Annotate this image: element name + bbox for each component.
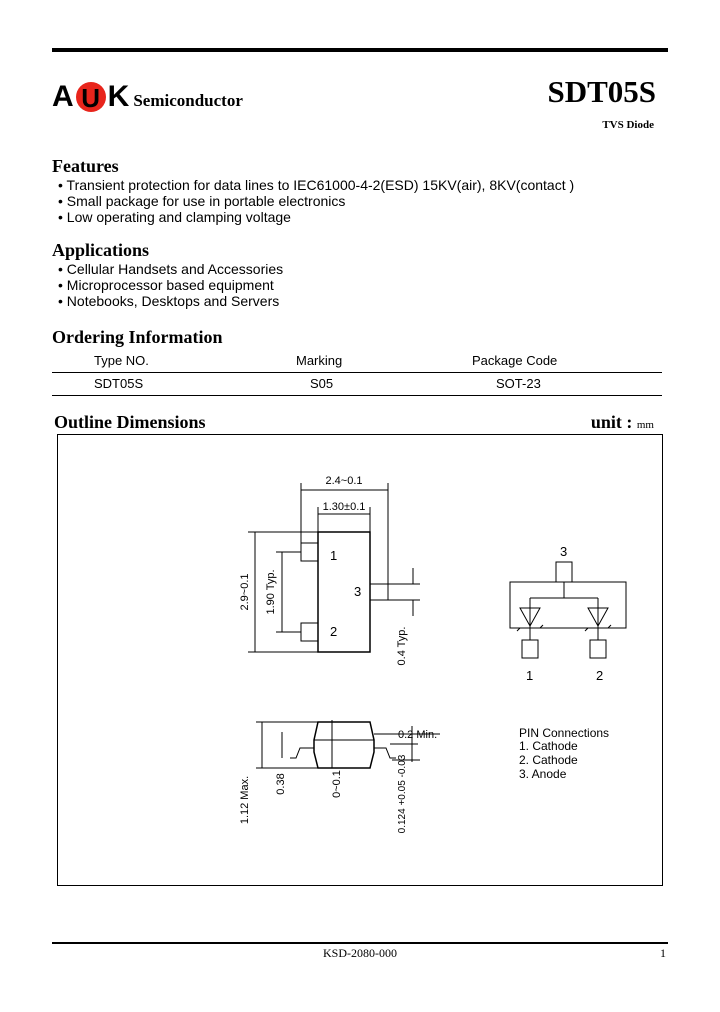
schematic-label-1: 1 [526, 668, 534, 683]
dim-overall-width: 2.4~0.1 [325, 475, 363, 487]
list-item: • Small package for use in portable electronics [58, 193, 574, 209]
dim-standoff: 0.38 [275, 773, 287, 795]
list-item: • Microprocessor based equipment [58, 277, 283, 293]
logo-letter-k: K [107, 80, 130, 113]
package-body-top-view [318, 532, 370, 652]
pin-3-lead [370, 584, 388, 600]
list-item: • Low operating and clamping voltage [58, 209, 574, 225]
pin-connection-item: 1. Cathode [519, 739, 578, 753]
logo-letter-a: A [52, 80, 74, 113]
pin-2-lead [301, 623, 318, 641]
side-lead-right [374, 748, 396, 758]
doc-number: KSD-2080-000 [323, 946, 397, 960]
list-item: • Cellular Handsets and Accessories [58, 261, 283, 277]
dim-max-height: 1.12 Max. [239, 775, 251, 825]
dim-body-width: 1.30±0.1 [322, 501, 366, 513]
page-number: 1 [660, 946, 666, 960]
pin-connection-item: 2. Cathode [519, 753, 578, 767]
pin-label-3: 3 [354, 584, 362, 599]
table-cell: SOT-23 [496, 376, 541, 391]
column-header: Type NO. [94, 353, 149, 368]
table-cell: S05 [310, 376, 334, 391]
ordering-heading: Ordering Information [52, 327, 223, 347]
logo-letter-u: U [81, 82, 101, 113]
applications-heading: Applications [52, 240, 150, 260]
device-type: TVS Diode [602, 119, 654, 131]
dim-lead-drop: 0~0.1 [331, 770, 343, 798]
package-body-side-view [314, 722, 374, 768]
dim-pin-pitch: 1.90 Typ. [265, 569, 277, 615]
schematic-pin-3 [556, 562, 572, 582]
schematic-label-3: 3 [560, 544, 568, 559]
outline-heading: Outline Dimensions [54, 412, 206, 432]
unit-text: unit : [590, 412, 633, 432]
features-heading: Features [52, 156, 119, 176]
dim-lead-width: 0.4 Typ. [396, 626, 408, 666]
dim-min-lead: 0.2 Min. [398, 729, 438, 741]
pin-1-lead [301, 543, 318, 561]
list-item: • Transient protection for data lines to IEC61000-4-2(ESD) 15KV(air), 8KV(contact ) [58, 177, 574, 193]
pin-label-1: 1 [330, 548, 338, 563]
pin-connection-item: 3. Anode [519, 767, 567, 781]
unit-value: mm [636, 419, 654, 431]
schematic-pin-2 [590, 640, 606, 658]
dim-lead-thickness: 0.124 +0.05 -0.03 [397, 754, 408, 834]
footer-rule [52, 942, 668, 944]
column-header: Package Code [472, 353, 558, 368]
list-item: • Notebooks, Desktops and Servers [58, 293, 283, 309]
column-header: Marking [296, 353, 343, 368]
side-lead-left [290, 748, 314, 758]
pin-label-2: 2 [330, 624, 338, 639]
pin-connections-title: PIN Connections [519, 726, 610, 740]
dim-overall-height: 2.9~0.1 [239, 573, 251, 611]
table-cell: SDT05S [94, 376, 144, 391]
part-number: SDT05S [547, 74, 656, 109]
schematic-label-2: 2 [596, 668, 604, 683]
logo-word: Semiconductor [133, 91, 243, 110]
schematic-pin-1 [522, 640, 538, 658]
